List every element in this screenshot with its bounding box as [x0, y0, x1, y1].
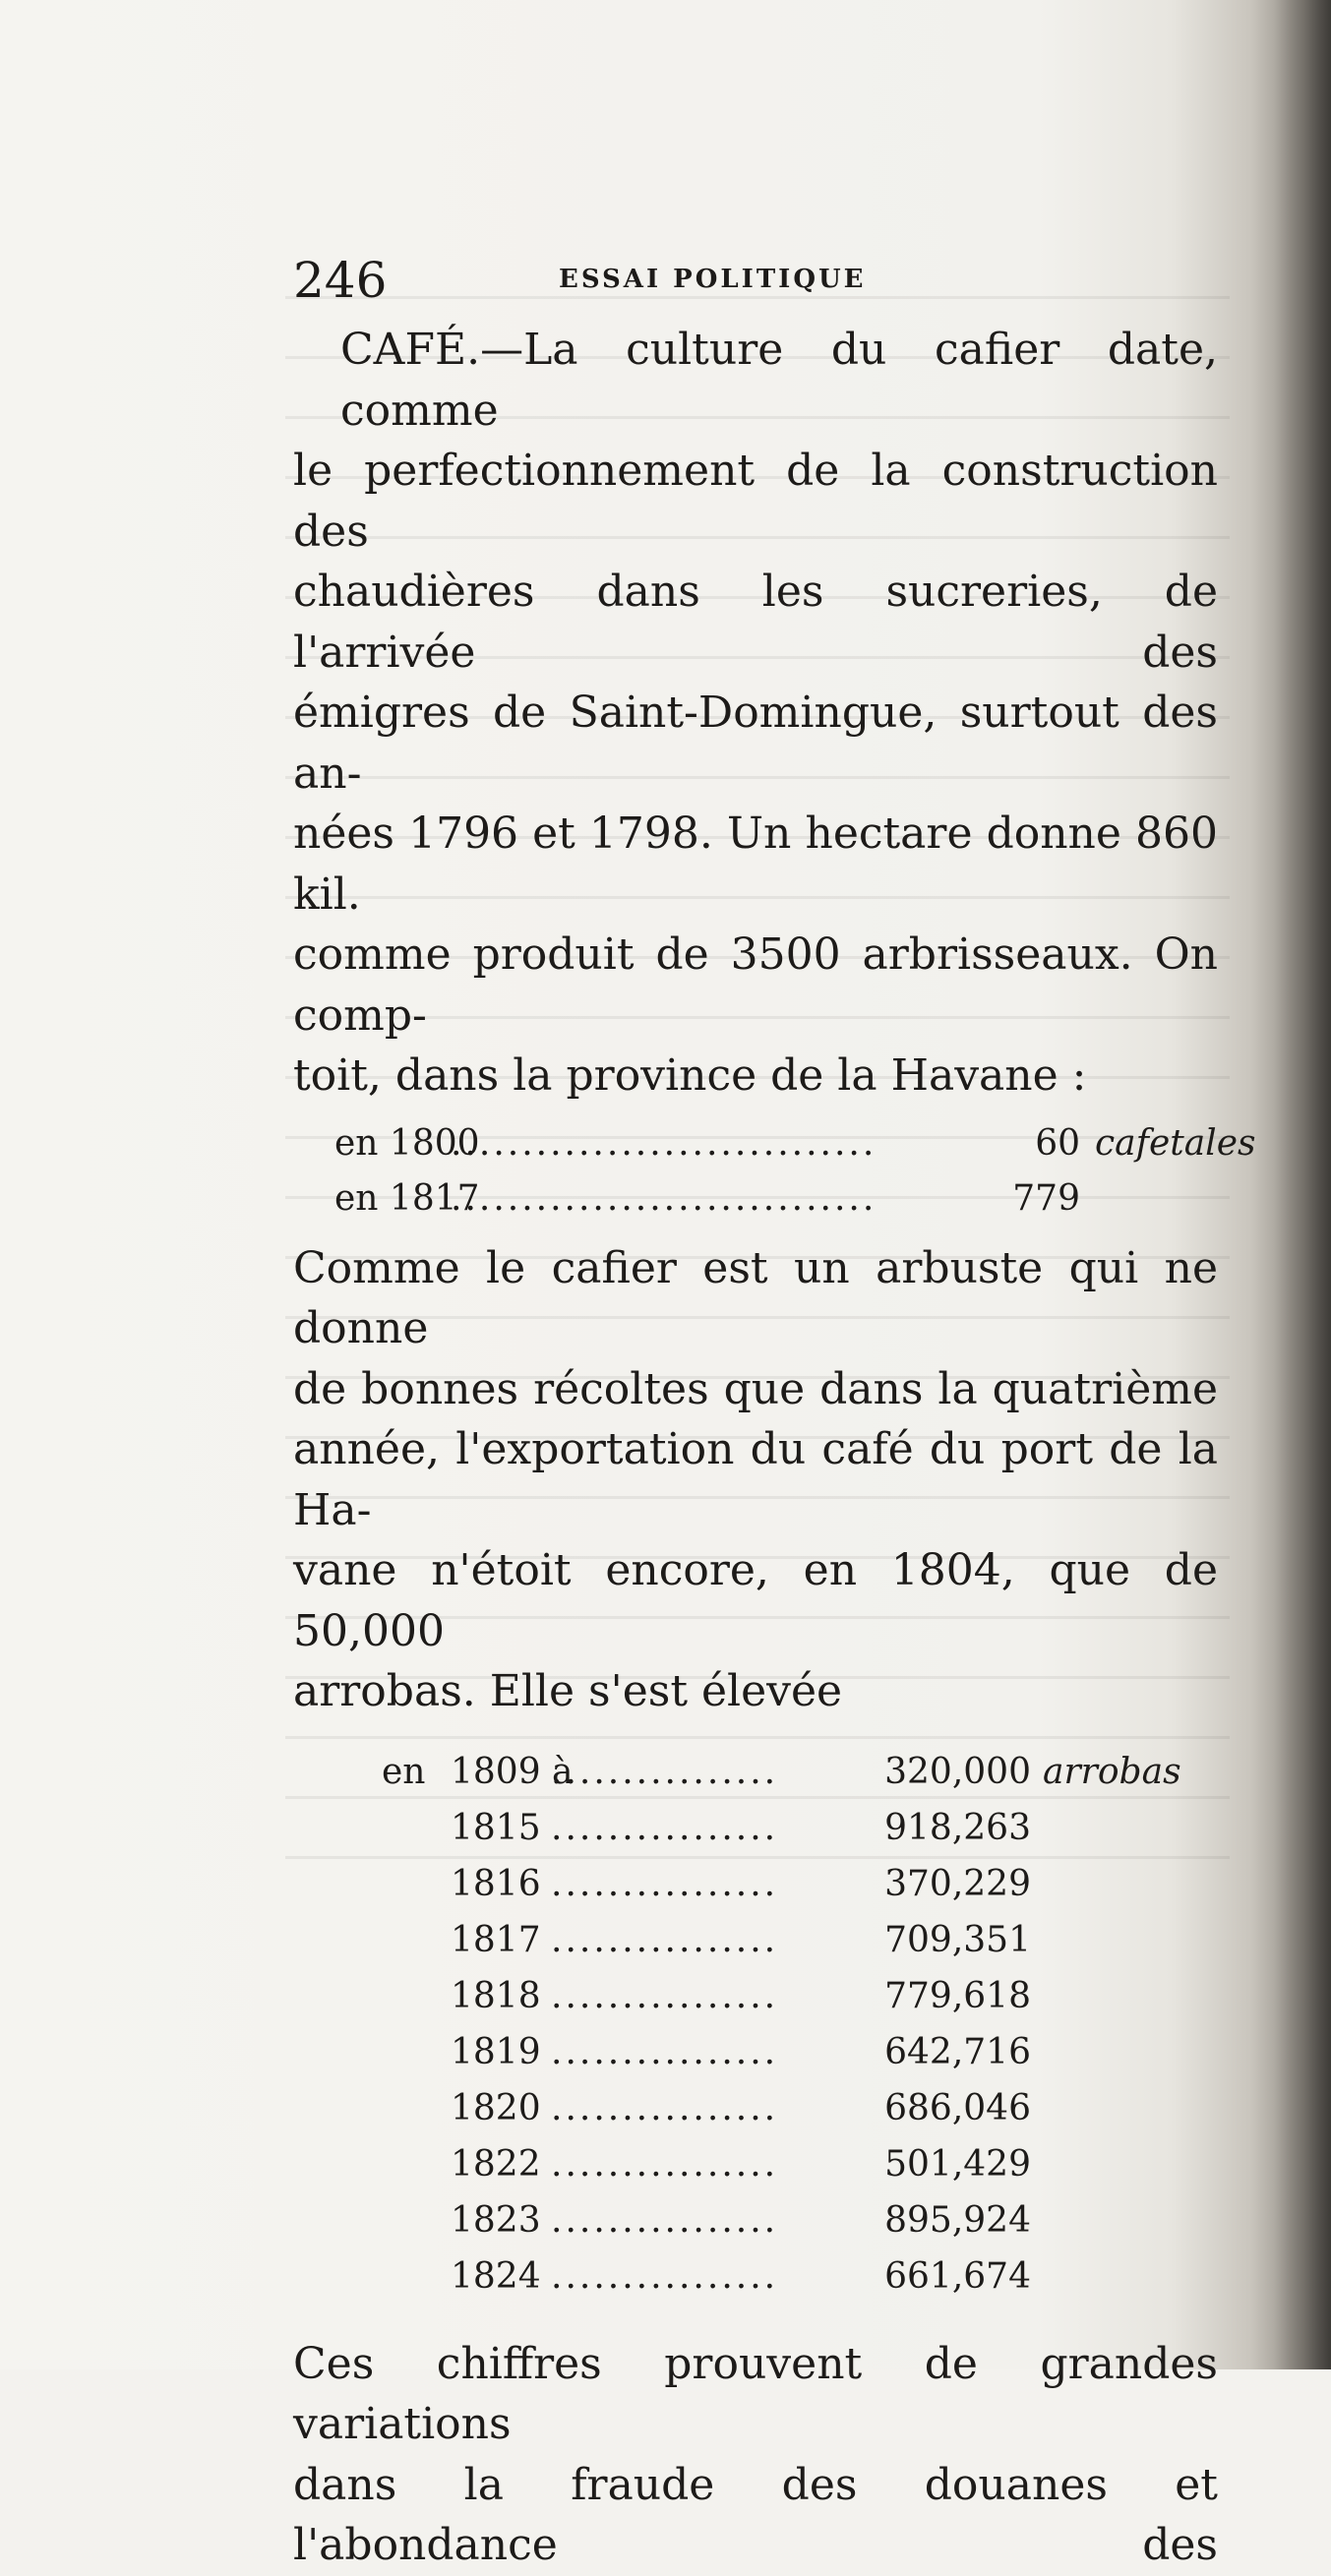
row-year: 1824 [451, 2255, 541, 2297]
text-line: chaudières dans les sucreries, de l'arrivée des [293, 567, 1218, 678]
row-year: 1818 [451, 1975, 541, 2016]
text-line: de bonnes récoltes que dans la quatrième [293, 1363, 1218, 1414]
table-row [293, 1912, 1218, 1968]
text-line: émigres de Saint-Domingue, surtout des an- [293, 688, 1218, 799]
row-year: 1809 à [451, 1751, 574, 1792]
dot-leader: ................ [551, 2143, 779, 2185]
row-value: 918,263 [884, 1807, 1031, 1848]
dot-leader: ................ [551, 2031, 779, 2072]
row-value: 779,618 [884, 1975, 1031, 2016]
text-line: arrobas. Elle s'est élevée [293, 1666, 843, 1716]
paragraph-conclusion [293, 2334, 1218, 2576]
row-year: 1815 [451, 1807, 541, 1848]
exports-table [293, 1744, 1218, 2305]
row-year: 1820 [451, 2087, 541, 2128]
dot-leader: .............................. [451, 1177, 877, 1219]
row-value: 709,351 [884, 1919, 1031, 1960]
text-line: année, l'exportation du café du port de la Ha- [293, 1424, 1218, 1535]
dot-leader: ................ [551, 2199, 779, 2241]
row-value: 642,716 [884, 2031, 1031, 2072]
row-year: 1823 [451, 2199, 541, 2241]
table-row [293, 1856, 1218, 1912]
dot-leader: ................ [551, 2087, 779, 2128]
text-line: dans la fraude des douanes et l'abondance des [293, 2459, 1218, 2570]
page-content [293, 251, 1256, 2576]
dot-leader: ................ [551, 2255, 779, 2297]
table-row [293, 2080, 1218, 2136]
dot-leader: ................ [551, 1751, 779, 1792]
row-value: 370,229 [884, 1863, 1031, 1904]
text-line: le perfectionnement de la construction des [293, 446, 1218, 557]
paragraph-cafe-intro [293, 320, 1218, 1107]
text-line: Ces chiffres prouvent de grandes variations [293, 2338, 1218, 2449]
table-row [293, 2024, 1218, 2080]
table-row [293, 2192, 1218, 2248]
running-head [293, 251, 1218, 320]
table-row [293, 1968, 1218, 2024]
row-year: 1817 [451, 1919, 541, 1960]
dot-leader: ................ [551, 1975, 779, 2016]
row-label: en 1817 [334, 1177, 480, 1219]
row-year: 1816 [451, 1863, 541, 1904]
row-year: 1819 [451, 2031, 541, 2072]
paragraph-exportation [293, 1238, 1218, 1722]
table-row [293, 1116, 1256, 1171]
dot-leader: ................ [551, 1863, 779, 1904]
row-value: 686,046 [884, 2087, 1031, 2128]
text-line: toit, dans la province de la Havane : [293, 1050, 1087, 1101]
text-line: nées 1796 et 1798. Un hectare donne 860 kil. [293, 809, 1218, 920]
text-line: comme produit de 3500 arbrisseaux. On comp- [293, 929, 1218, 1041]
page-edge-shadow [1274, 0, 1331, 2369]
cafetales-table [293, 1116, 1256, 1227]
row-prefix: en [382, 1751, 426, 1792]
row-value: 895,924 [884, 2199, 1031, 2241]
row-value: 320,000 [884, 1751, 1031, 1792]
row-unit: cafetales [1095, 1122, 1256, 1164]
row-label: en 1800 [334, 1122, 480, 1164]
dot-leader: ................ [551, 1807, 779, 1848]
text-line: CAFÉ.—La culture du cafier date, comme [340, 325, 1218, 436]
dot-leader: ................ [551, 1919, 779, 1960]
row-value: 60 [1035, 1122, 1080, 1164]
table-row [293, 1744, 1218, 1800]
row-value: 501,429 [884, 2143, 1031, 2185]
row-unit: arrobas [1043, 1751, 1181, 1792]
table-row [293, 1171, 1218, 1227]
row-year: 1822 [451, 2143, 541, 2185]
header-title: ESSAI POLITIQUE [559, 265, 867, 294]
table-row [293, 2248, 1218, 2305]
row-value: 661,674 [884, 2255, 1031, 2297]
table-row [293, 2136, 1218, 2192]
dot-leader: .............................. [451, 1122, 877, 1164]
text-line: Comme le cafier est un arbuste qui ne donne [293, 1242, 1218, 1353]
page-number: 246 [293, 252, 388, 309]
row-value: 779 [1012, 1177, 1080, 1219]
text-line: vane n'étoit encore, en 1804, que de 50,000 [293, 1545, 1218, 1656]
table-row [293, 1800, 1218, 1856]
